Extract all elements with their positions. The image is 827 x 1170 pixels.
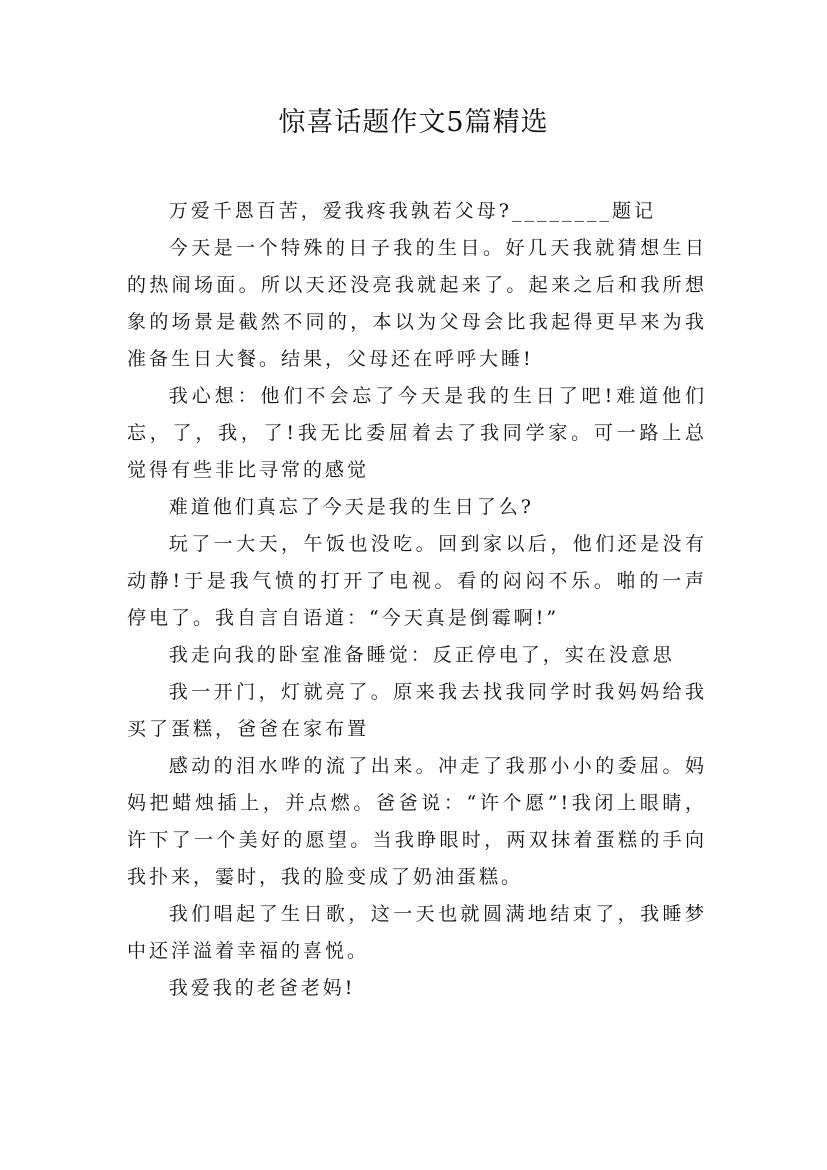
body-paragraph: 感动的泪水哗的流了出来。冲走了我那小小的委屈。妈妈把蜡烛插上，并点燃。爸爸说：“许个愿”!我闭上眼睛，许下了一个美好的愿望。当我睁眼时，两双抹着蛋糕的手向我扑来，霎时，我的脸变成了奶油蛋糕。: [127, 755, 707, 888]
body-paragraph: 我走向我的卧室准备睡觉：反正停电了，实在没意思: [168, 644, 675, 666]
body-paragraph: 今天是一个特殊的日子我的生日。好几天我就猜想生日的热闹场面。所以天还没亮我就起来了。起来之后和我所想象的场景是截然不同的，本以为父母会比我起得更早来为我准备生日大餐。结果，父母还在呼呼大睡!: [127, 237, 707, 370]
body-paragraph: 我心想：他们不会忘了今天是我的生日了吧!难道他们忘，了，我，了!我无比委屈着去了我同学家。可一路上总觉得有些非比寻常的感觉: [127, 385, 707, 481]
body-paragraph: 难道他们真忘了今天是我的生日了么?: [168, 496, 534, 518]
document-body: [127, 193, 707, 1007]
body-paragraph: 我一开门，灯就亮了。原来我去找我同学时我妈妈给我买了蛋糕，爸爸在家布置: [127, 681, 707, 740]
document-title: 惊喜话题作文5篇精选: [278, 107, 549, 138]
body-paragraph: 我们唱起了生日歌，这一天也就圆满地结束了，我睡梦中还洋溢着幸福的喜悦。: [127, 903, 707, 962]
closing-paragraph: 我爱我的老爸老妈!: [168, 977, 356, 999]
epigraph-paragraph: 万爱千恩百苦，爱我疼我孰若父母?________题记: [168, 200, 656, 222]
body-paragraph: 玩了一大天，午饭也没吃。回到家以后，他们还是没有动静!于是我气愤的打开了电视。看的闷闷不乐。啪的一声停电了。我自言自语道：“今天真是倒霉啊!”: [127, 533, 707, 629]
